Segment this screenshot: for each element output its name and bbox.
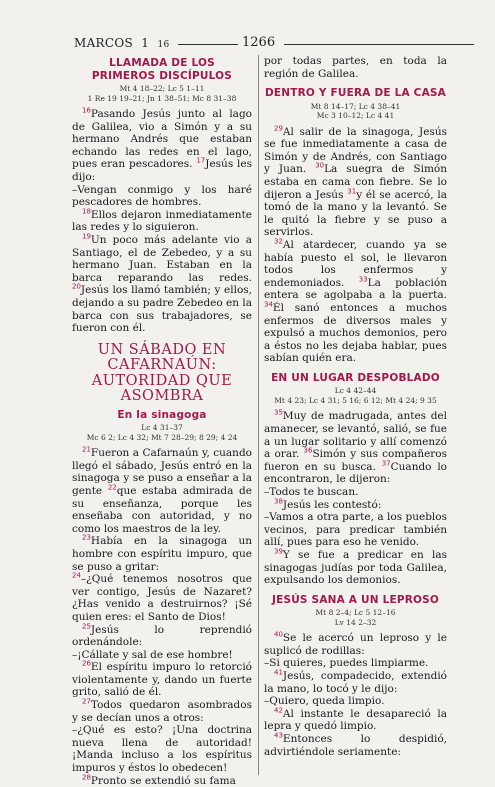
- verse-number: 16: [82, 106, 91, 115]
- section-heading: DENTRO Y FUERA DE LA CASA: [264, 87, 447, 100]
- verse-paragraph: $^{41}$Jesús, compadecido, extendió la mano, lo tocó y le dijo:: [264, 668, 447, 695]
- verse-paragraph: $^{40}$Se le acercó un leproso y le suplicó de rodillas:: [264, 630, 447, 657]
- cross-reference: Mt 4 23; Lc 4 31; 5 16; 6 12; Mt 4 24; 9 35: [274, 395, 437, 405]
- verse-number: 30: [315, 161, 325, 170]
- cross-reference: 1 Re 19 19–21; Jn 1 38–51; Mc 8 31–38: [87, 93, 237, 103]
- verse-number: 39: [274, 547, 283, 556]
- verse-number: 29: [274, 124, 283, 133]
- verse-paragraph: $^{23}$Había en la sinagoga un hombre con espíritu impuro, que se puso a gritar:: [72, 533, 252, 573]
- verse-number: 24: [72, 571, 81, 580]
- running-header: [74, 34, 474, 52]
- cross-reference: Mc 3 10–12; Lc 4 41: [316, 111, 395, 121]
- left-column: [72, 55, 252, 787]
- verse-number: 25: [82, 622, 91, 630]
- verse-number: 27: [82, 697, 91, 706]
- verse-paragraph: –Vengan conmigo y los haré pescadores de hombres.: [72, 183, 252, 209]
- verse-number: 42: [274, 706, 283, 715]
- section-heading: EN UN LUGAR DESPOBLADO: [271, 371, 440, 384]
- parallel-reference: Mt 4 18–22; Lc 5 1–11: [119, 84, 205, 93]
- verse-paragraph: $^{39}$Y se fue a predicar en las sinagogas judías por toda Galilea, expulsando los demonios.: [264, 547, 447, 587]
- verse-paragraph: $^{21}$Fueron a Cafarnaún y, cuando llegó el sábado, Jesús entró en la sinagoga y se puso a enseñar a la gente $^{22}$que estaba admirada de su enseñanza, porque les enseñaba con autoridad, y no como los maestros de la ley.: [72, 445, 252, 535]
- verse-number: 18: [82, 207, 91, 216]
- verse-paragraph: $^{35}$Muy de madrugada, antes del amanecer, se levantó, salió, se fue a un lugar solitario y allí comenzó a orar. $^{36}$Simón y sus compañeros fueron en su busca. $^{37}$Cuando lo encontraron, le dijeron:: [264, 408, 448, 486]
- verse-paragraph: $^{16}$Pasando Jesús junto al lago de Galilea, vio a Simón y a su hermano Andrés que estaban echando las redes en el lago, pues eran pescadores. $^{17}$Jesús les dijo:: [72, 106, 253, 183]
- verse-number: 36: [303, 446, 313, 455]
- verse-number: 34: [264, 300, 273, 309]
- verse-number: 37: [381, 459, 391, 468]
- verse-number: 41: [274, 668, 283, 677]
- verse-number: 28: [82, 773, 91, 782]
- right-column: [264, 55, 447, 758]
- verse-number: 26: [82, 659, 91, 668]
- verse-paragraph: $^{25}$Jesús lo reprendió ordenándole:: [72, 622, 252, 649]
- verse-paragraph: –Quiero, queda limpio.: [264, 695, 385, 708]
- verse-paragraph: $^{42}$Al instante le desapareció la lepra y quedó limpio.: [264, 706, 447, 733]
- parallel-reference: Mt 8 2–4; Lc 5 12–16: [315, 608, 396, 618]
- verse-paragraph: $^{32}$Al atardecer, cuando ya se había puesto el sol, le llevaron todos los enfermos y endemoniados. $^{33}$La población entera se agolpaba a la puerta. $^{34}$Él sanó entonces a muchos enfermos de diversos males y expulsó a muchos demonios, pero a éstos no les dejaba hablar, pues sabían quién era.: [264, 237, 448, 365]
- verse-paragraph: $^{28}$Pronto se extendió su fama: [82, 773, 236, 787]
- verse-number: 43: [274, 731, 283, 740]
- verse-number: 17: [196, 156, 206, 165]
- verse-paragraph: $^{26}$El espíritu impuro lo retorció violentamente y, dando un fuerte grito, salió de él.: [72, 659, 252, 699]
- header-rule: [178, 44, 474, 45]
- cross-reference: Lv 14 2–32: [334, 617, 377, 627]
- verse-paragraph: –Todos te buscan.: [264, 486, 359, 499]
- running-head: MARCOS 1 16: [74, 36, 170, 50]
- verse-number: 32: [274, 237, 283, 246]
- verse-paragraph: $^{18}$Ellos dejaron inmediatamente las redes y lo siguieron.: [72, 207, 252, 234]
- verse-paragraph: –¡Cállate y sal de ese hombre!: [72, 648, 233, 661]
- verse-number: 31: [347, 187, 357, 196]
- verse-number: 21: [82, 445, 91, 454]
- verse-paragraph: $^{24}$–¿Qué tenemos nosotros que ver contigo, Jesús de Nazaret? ¿Has venido a destruirnos? ¡Sé quien eres: el Santo de Dios!: [72, 571, 252, 623]
- verse-paragraph: $^{19}$Un poco más adelante vio a Santiago, el de Zebedeo, y a su hermano Juan. Estaban en la barca reparando las redes. $^{20}$Jesús los llamó también; y ellos, dejando a su padre Zebedeo en la barca con sus trabajadores, se fueron con él.: [72, 232, 252, 335]
- verse-paragraph: $^{38}$Jesús les contestó:: [274, 497, 382, 511]
- verse-number: 19: [82, 232, 91, 241]
- page-number: 1266: [242, 35, 276, 50]
- section-heading: JESÚS SANA A UN LEPROSO: [271, 593, 440, 606]
- verse-number: 22: [107, 483, 117, 492]
- verse-number: 35: [274, 408, 283, 417]
- column-divider: [258, 55, 259, 775]
- parallel-reference: Lc 4 42–44: [334, 386, 377, 396]
- verse-paragraph: –Si quieres, puedes limpiarme.: [264, 657, 429, 670]
- verse-paragraph: $^{29}$Al salir de la sinagoga, Jesús se fue inmediatamente a casa de Simón y de Andrés, con Santiago y Juan. $^{30}$La suegra de Simón estaba en cama con fiebre. Se lo dijeron a Jesús $^{31}$y él se acercó, la tomó de la mano y la levantó. Se le quitó la fiebre y se puso a servirlos.: [264, 124, 447, 239]
- verse-paragraph: $^{27}$Todos quedaron asombrados y se decían unos a otros:: [72, 697, 252, 724]
- parallel-reference: Mt 8 14–17; Lc 4 38–41: [310, 101, 401, 111]
- verse-paragraph: –¿Qué es esto? ¡Una doctrina nueva llena de autoridad! ¡Manda incluso a los espíritus impuros y éstos lo obedecen!: [72, 724, 252, 775]
- verse-number: 23: [82, 533, 91, 542]
- cross-reference: Mc 6 2; Lc 4 32; Mt 7 28–29; 8 29; 4 24: [86, 432, 238, 442]
- verse-number: 38: [274, 497, 283, 506]
- parallel-reference: Lc 4 31–37: [141, 423, 183, 433]
- verse-paragraph: $^{43}$Entonces lo despidió, advirtiéndole seriamente:: [264, 731, 447, 758]
- verse-number: 20: [72, 282, 81, 291]
- verse-paragraph: –Vamos a otra parte, a los pueblos vecinos, para predicar también allí, pues para eso he venido.: [264, 511, 447, 549]
- verse-number: 33: [358, 275, 368, 284]
- verse-paragraph: por todas partes, en toda la región de Galilea.: [264, 55, 447, 80]
- verse-number: 40: [274, 630, 283, 639]
- section-heading: En la sinagoga: [117, 408, 207, 421]
- section-heading: LLAMADA DE LOS PRIMEROS DISCÍPULOS: [91, 57, 233, 82]
- major-heading: UN SÁBADO EN CAFARNAÚN: AUTORIDAD QUE ASOMBRA: [91, 341, 233, 405]
